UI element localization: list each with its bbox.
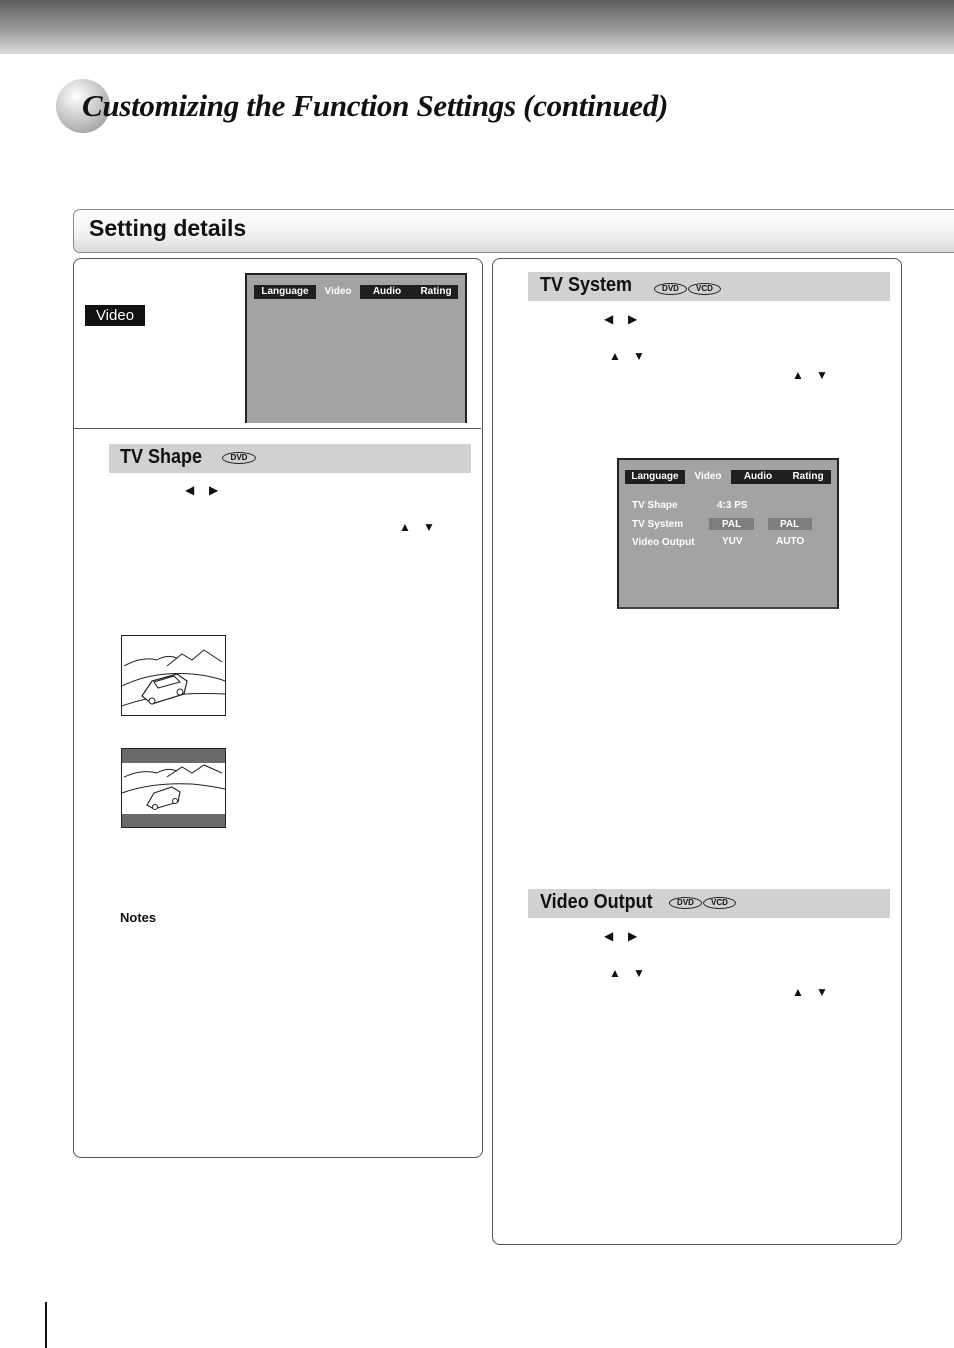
notes-heading: Notes <box>120 910 157 925</box>
osd-row-value: 4:3 PS <box>717 500 748 511</box>
down-arrow-icon: ▼ <box>816 985 828 999</box>
osd-tab-video: Video <box>685 470 731 484</box>
osd-row-label: Video Output <box>632 537 695 548</box>
pan-scan-illustration <box>121 635 226 716</box>
video-badge: Video <box>85 305 145 326</box>
up-arrow-icon: ▲ <box>792 368 804 382</box>
left-arrow-icon: ◀ <box>604 312 614 326</box>
osd-row-option: AUTO <box>776 536 805 547</box>
vcd-disc-icon: VCD <box>703 897 736 909</box>
dvd-disc-icon: DVD <box>654 283 687 295</box>
up-arrow-icon: ▲ <box>399 520 411 534</box>
up-arrow-icon: ▲ <box>792 985 804 999</box>
left-arrow-icon: ◀ <box>185 483 195 497</box>
vcd-disc-icon: VCD <box>688 283 721 295</box>
down-arrow-icon: ▼ <box>423 520 435 534</box>
down-arrow-icon: ▼ <box>633 966 645 980</box>
down-arrow-icon: ▼ <box>633 349 645 363</box>
section-title: Setting details <box>89 215 247 241</box>
up-arrow-icon: ▲ <box>609 349 621 363</box>
osd-row-option: PAL <box>780 519 800 530</box>
right-arrow-icon: ▶ <box>628 929 638 943</box>
right-panel <box>492 258 902 1245</box>
osd-row-label: TV Shape <box>632 500 678 511</box>
dvd-disc-icon: DVD <box>222 452 256 464</box>
tv-shape-heading: TV Shape <box>120 446 203 468</box>
osd-row-value: YUV <box>722 536 743 547</box>
right-arrow-icon: ▶ <box>209 483 219 497</box>
tv-system-menu-screen <box>617 458 839 609</box>
osd-tab-rating: Rating <box>414 285 458 299</box>
page-margin-rule <box>45 1302 47 1348</box>
osd-tab-audio: Audio <box>731 470 785 484</box>
osd-row-value: PAL <box>722 519 742 530</box>
osd-tab-language: Language <box>254 285 316 299</box>
up-arrow-icon: ▲ <box>609 966 621 980</box>
video-menu-screen <box>245 273 467 423</box>
left-arrow-icon: ◀ <box>604 929 614 943</box>
dvd-disc-icon: DVD <box>669 897 702 909</box>
osd-row-label: TV System <box>632 519 684 530</box>
osd-tab-bar <box>254 285 458 299</box>
letterbox-illustration <box>121 748 226 828</box>
video-output-heading: Video Output <box>540 891 653 913</box>
panel-divider <box>74 428 481 429</box>
right-arrow-icon: ▶ <box>628 312 638 326</box>
header-band <box>0 0 954 54</box>
tv-system-heading: TV System <box>540 274 633 296</box>
osd-tab-audio: Audio <box>360 285 414 299</box>
osd-tab-language: Language <box>625 470 685 484</box>
osd-tab-bar <box>625 470 831 484</box>
down-arrow-icon: ▼ <box>816 368 828 382</box>
osd-tab-video: Video <box>316 285 360 299</box>
page-title: Customizing the Function Settings (continued) <box>82 88 668 123</box>
osd-tab-rating: Rating <box>785 470 831 484</box>
